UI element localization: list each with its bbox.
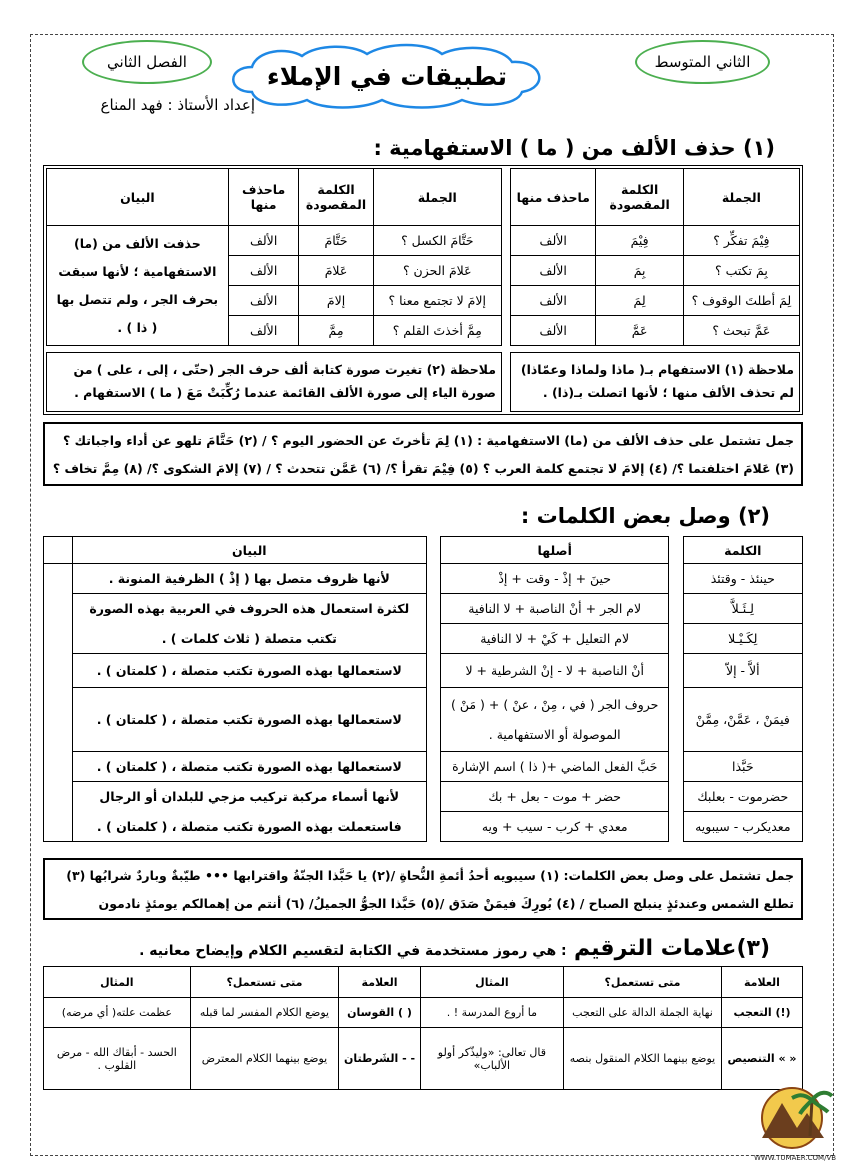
col-origin: أصلها: [441, 537, 669, 564]
section1-right-table: [510, 168, 800, 346]
cell: يوضع الكلام المفسر لما قبله: [190, 998, 339, 1028]
cell: معدي + كرب - سيب + ويه: [441, 812, 669, 842]
section3-table: [43, 966, 803, 1090]
cell: عَلامَ: [299, 256, 373, 286]
col-sentence: الجملة: [373, 169, 501, 226]
section1-sentences: جمل تشتمل على حذف الألف من (ما) الاستفهامية : (١) لِمَ تأخرتَ عن الحضور اليوم ؟ / (٢) حَتَّامَ تلهو عن أداء واجباتك ؟ (٣) عَلامَ اختلفتما ؟/ (٤) إلامَ لا تجتمع كلمة العرب ؟ (٥) فِيْمَ تقرأ ؟/ (٦) عَمَّن تتحدث ؟ / (٧) إلامَ الشكوى ؟/ (٨) مِمَّ تخاف ؟: [52, 433, 794, 476]
section2-title: (٢) وصل بعض الكلمات :: [520, 504, 770, 528]
cell: الألف: [511, 316, 596, 346]
cell: الألف: [228, 286, 299, 316]
cell: ألاَّ - إلاّ: [683, 654, 802, 688]
section2-sentences: جمل تشتمل على وصل بعض الكلمات: (١) سيبويه أحدُ أئمةِ النُّحاةِ /(٢) يا حَبَّذا الجنّةُ واقترابها ••• طيّبةٌ وباردٌ شرابُها (٣) تطلع الشمس وعندئذٍ ينبلج الصباح / (٤) بُورِكَ فيمَنْ صَدَق /(٥) حَبَّذا الجوُّ الجميلُ/ (٦) أنتم من إهمالكم يومئذٍ نادمون: [66, 868, 794, 911]
note-left: ملاحظة (٢) تغيرت صورة كتابة ألف حرف الجر (حتّى ، إلى ، على ) من صورة الياء إلى صورة الألف القائمة عندما رُكِّبَتْ مَعَ ( ما ) الاستفهام .: [73, 362, 496, 400]
cell: عَلامَ الحزن ؟: [373, 256, 501, 286]
cell: حينَ + إذْ - وقت + إذْ: [441, 564, 669, 594]
cell: لأنها ظروف متصل بها ( إذْ ) الظرفية المنونة .: [72, 564, 426, 594]
cell: لِمَ: [596, 286, 683, 316]
col-usage: متى تستعمل؟: [564, 967, 722, 998]
cell: حَتَّامَ الكسل ؟: [373, 226, 501, 256]
cell: لِمَ أطلتَ الوقوف ؟: [683, 286, 799, 316]
cell: إلامَ: [299, 286, 373, 316]
cell: فِيْمَ: [596, 226, 683, 256]
cell: لِـئَـلاَّ: [683, 594, 802, 624]
cell: حَتَّامَ: [299, 226, 373, 256]
cell: الألف: [228, 256, 299, 286]
semester-badge: الفصل الثاني: [82, 40, 212, 84]
col-example: المثال: [44, 967, 191, 998]
cell: لكثرة استعمال هذه الحروف في العربية بهذه الصورة: [72, 594, 426, 624]
cell: أنْ الناصبة + لا - إنْ الشرطية + لا: [441, 654, 669, 688]
cell: يوضع بينهما الكلام المنقول بنصه: [564, 1028, 722, 1090]
cell: الحسد - أبقاك الله - مرض القلوب .: [44, 1028, 191, 1090]
section3-title: [139, 936, 770, 961]
cell: يوضع بينهما الكلام المعترض: [190, 1028, 339, 1090]
col-removed: ماحذف منها: [228, 169, 299, 226]
col-removed: ماحذف منها: [511, 169, 596, 226]
cell: فِيْمَ تفكِّر ؟: [683, 226, 799, 256]
col-word: الكلمة المقصودة: [299, 169, 373, 226]
cell: حينئذ - وقتئذ: [683, 564, 802, 594]
site-logo: [752, 1078, 838, 1162]
cell: الألف: [511, 286, 596, 316]
cell: حروف الجر ( في ، مِنْ ، عنْ ) + ( مَنْ ) الموصولة أو الاستفهامية .: [441, 688, 669, 752]
cell: لام التعليل + كَيْ + لا النافية: [441, 624, 669, 654]
cell: الألف: [511, 226, 596, 256]
col-mark: العلامة: [721, 967, 802, 998]
explanation-cell: حذفت الألف من (ما) الاستفهامية ؛ لأنها سبقت بحرف الجر ، ولم تتصل بها ( ذا ) .: [47, 226, 229, 346]
cell: فيمَنْ ، عَمَّنْ، مِمَّنْ: [683, 688, 802, 752]
grade-badge: الثاني المتوسط: [635, 40, 770, 84]
col-sentence: الجملة: [683, 169, 799, 226]
col-word: الكلمة المقصودة: [596, 169, 683, 226]
cell: معديكرب - سيبويه: [683, 812, 802, 842]
cell: لاستعمالها بهذه الصورة تكتب متصلة ، ( كلمتان ) .: [72, 688, 426, 752]
cell: « » التنصيص: [721, 1028, 802, 1090]
cell: ما أروع المدرسة ! .: [420, 998, 563, 1028]
cell: مِمَّ: [299, 316, 373, 346]
cell: حضر + موت - بعل + بك: [441, 782, 669, 812]
cell: عظمت علته( أي مرضه): [44, 998, 191, 1028]
cell: حضرموت - بعلبك: [683, 782, 802, 812]
section1-left-table: [46, 168, 502, 346]
title-cloud: [222, 42, 552, 110]
author-line: إعداد الأستاذ : فهد المناع: [100, 96, 255, 114]
cell: تكتب متصلة ( ثلاث كلمات ) .: [72, 624, 426, 654]
section3-heading: (٣)علامات الترقيم: [573, 936, 770, 961]
col-mark: العلامة: [339, 967, 420, 998]
cell: ( ) القوسان: [339, 998, 420, 1028]
cell: - - الشَرطتان: [339, 1028, 420, 1090]
note-right: ملاحظة (١) الاستفهام بـ( ماذا ولماذا وعمّاذا) لم تحذف الألف منها ؛ لأنها اتصلت بـ(ذا) .: [520, 362, 794, 400]
cell: قال تعالى: «وليذّكر أولو الألباب»: [420, 1028, 563, 1090]
section3-subtitle: : هي رموز مستخدمة في الكتابة لتقسيم الكلام وإيضاح معانيه .: [139, 943, 567, 959]
col-example: المثال: [420, 967, 563, 998]
cell: الألف: [228, 226, 299, 256]
cell: بِمَ: [596, 256, 683, 286]
col-usage: متى تستعمل؟: [190, 967, 339, 998]
cell: لاستعمالها بهذه الصورة تكتب متصلة ، ( كلمتان ) .: [72, 752, 426, 782]
section2-table: [43, 536, 803, 842]
cell: حَبَّ الفعل الماضي +( ذا ) اسم الإشارة: [441, 752, 669, 782]
cell: لاستعمالها بهذه الصورة تكتب متصلة ، ( كلمتان ) .: [72, 654, 426, 688]
page-title: تطبيقات في الإملاء: [266, 61, 508, 91]
logo-caption: WWW.TUMAER.COM/VB: [753, 1154, 837, 1162]
cell: لأنها أسماء مركبة تركيب مزجي للبلدان أو الرجال: [72, 782, 426, 812]
cell: الألف: [228, 316, 299, 346]
section1-title: (١) حذف الألف من ( ما ) الاستفهامية :: [373, 136, 775, 160]
cell: الألف: [511, 256, 596, 286]
cell: بِمَ تكتب ؟: [683, 256, 799, 286]
col-note: البيان: [72, 537, 426, 564]
col-explanation: البيان: [47, 169, 229, 226]
cell: مِمَّ أخذتَ القلم ؟: [373, 316, 501, 346]
cell: عَمَّ تبحث ؟: [683, 316, 799, 346]
cell: (!) التعجب: [721, 998, 802, 1028]
cell: لام الجر + أنْ الناصبة + لا النافية: [441, 594, 669, 624]
cell: لِكَـيْـلا: [683, 624, 802, 654]
col-word: الكلمة: [683, 537, 802, 564]
cell: عَمَّ: [596, 316, 683, 346]
cell: نهاية الجملة الدالة على التعجب: [564, 998, 722, 1028]
cell: حَبَّذا: [683, 752, 802, 782]
cell: فاستعملت بهذه الصورة تكتب متصلة ، ( كلمتان ) .: [72, 812, 426, 842]
cell: إلامَ لا تجتمع معنا ؟: [373, 286, 501, 316]
